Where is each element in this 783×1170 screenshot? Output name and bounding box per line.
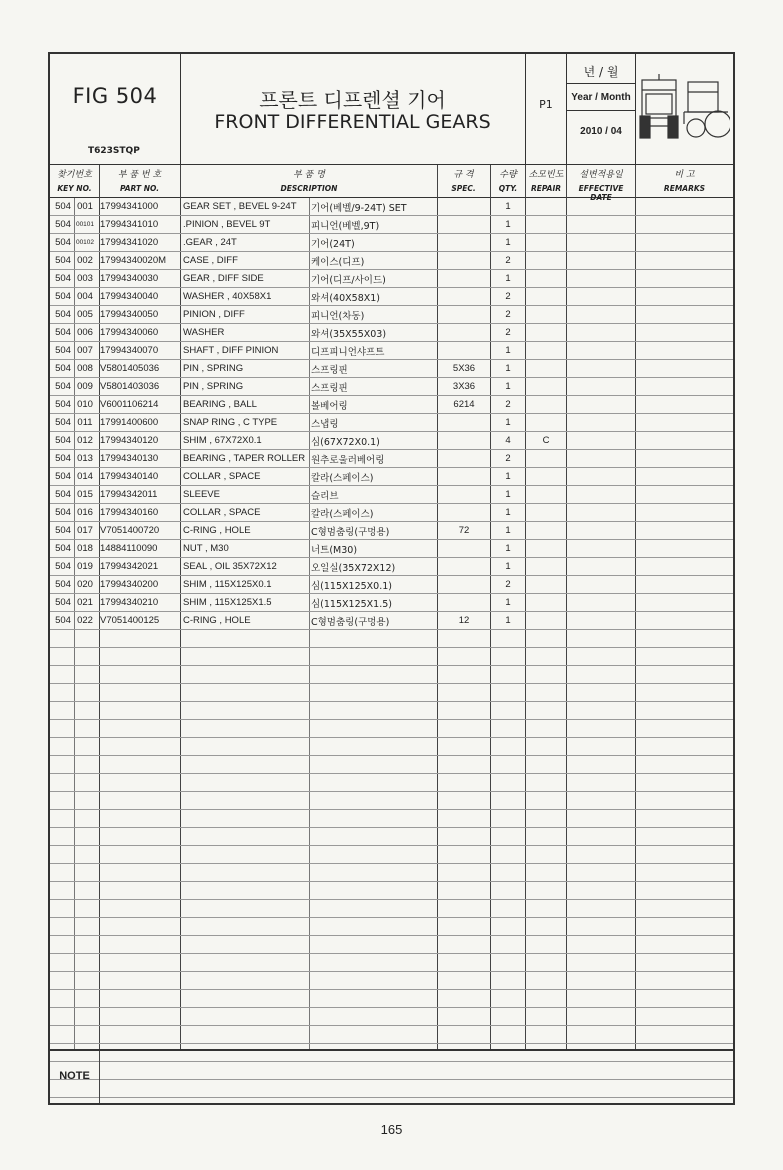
description-english: PINION , DIFF — [183, 309, 245, 320]
empty-table-row — [50, 954, 733, 972]
year-month-label: Year / Month — [571, 92, 631, 103]
description-korean: 디프피니언샤프트 — [311, 347, 385, 358]
description-english: SHAFT , DIFF PINION — [183, 345, 279, 356]
table-row — [50, 612, 733, 630]
model-code: T623STQP — [88, 146, 140, 156]
key-fig-number: 504 — [55, 291, 71, 302]
key-item-number: 014 — [77, 471, 93, 482]
description-korean: 칼라(스페이스) — [311, 509, 374, 520]
table-row — [50, 378, 733, 396]
empty-table-row — [50, 738, 733, 756]
key-item-number: 002 — [77, 255, 93, 266]
empty-table-row — [50, 936, 733, 954]
table-row — [50, 216, 733, 234]
key-fig-number: 504 — [55, 255, 71, 266]
page-title-korean: 프론트 디프렌셜 기어 — [259, 88, 446, 112]
quantity-value: 2 — [505, 255, 511, 266]
part-number: 17994340210 — [100, 597, 159, 608]
empty-table-row — [50, 900, 733, 918]
description-korean: C형멈춤링(구멍용) — [311, 617, 390, 628]
page-number: 165 — [380, 1122, 403, 1137]
description-korean: 기어(디프/사이드) — [311, 275, 386, 286]
key-fig-number: 504 — [55, 309, 71, 320]
quantity-value: 1 — [505, 471, 511, 482]
table-row — [50, 396, 733, 414]
key-fig-number: 504 — [55, 561, 71, 572]
description-korean: 심(115X125X0.1) — [311, 581, 392, 592]
quantity-value: 1 — [505, 597, 511, 608]
table-row — [50, 432, 733, 450]
empty-table-row — [50, 756, 733, 774]
part-number: 17994340130 — [100, 453, 159, 464]
part-number: 17991400600 — [100, 417, 159, 428]
part-number: 17994340020M — [100, 255, 167, 266]
key-fig-number: 504 — [55, 237, 71, 248]
table-row — [50, 540, 733, 558]
description-english: BEARING , TAPER ROLLER — [183, 453, 306, 464]
column-part-no: 부 품 번 호 PART NO. — [117, 170, 162, 193]
empty-table-row — [50, 666, 733, 684]
part-number: 17994340140 — [100, 471, 159, 482]
part-number: 14884110090 — [100, 543, 158, 554]
key-fig-number: 504 — [55, 219, 71, 230]
key-fig-number: 504 — [55, 489, 71, 500]
description-korean: C형멈춤링(구멍용) — [311, 527, 390, 538]
part-number: 17994342021 — [100, 561, 159, 572]
description-english: SNAP RING , C TYPE — [183, 417, 278, 428]
description-english: WASHER , 40X58X1 — [183, 291, 272, 302]
empty-table-row — [50, 846, 733, 864]
description-english: SHIM , 115X125X1.5 — [183, 597, 272, 608]
quantity-value: 1 — [505, 543, 511, 554]
empty-table-row — [50, 1080, 733, 1098]
empty-table-row — [50, 648, 733, 666]
key-fig-number: 504 — [55, 579, 71, 590]
table-row — [50, 576, 733, 594]
key-fig-number: 504 — [55, 381, 71, 392]
table-row — [50, 522, 733, 540]
key-item-number: 021 — [77, 597, 93, 608]
table-row — [50, 234, 733, 252]
key-item-number: 016 — [77, 507, 93, 518]
key-item-number: 011 — [77, 417, 93, 428]
parts-table — [50, 198, 733, 1098]
part-number: 17994340120 — [100, 435, 159, 446]
description-korean: 기어(베벨/9-24T) SET — [311, 203, 407, 214]
part-number: 17994342011 — [100, 489, 158, 500]
key-fig-number: 504 — [55, 615, 71, 626]
table-row — [50, 306, 733, 324]
key-item-number: 015 — [77, 489, 93, 500]
description-korean: 심(67X72X0.1) — [311, 437, 380, 448]
part-number: 17994340050 — [100, 309, 159, 320]
description-korean: 원추로울러베어링 — [311, 455, 385, 466]
table-row — [50, 414, 733, 432]
description-korean: 피니언(차동) — [311, 311, 365, 322]
description-english: SEAL , OIL 35X72X12 — [183, 561, 277, 572]
description-english: SLEEVE — [183, 489, 220, 500]
description-english: .GEAR , 24T — [183, 237, 237, 248]
empty-table-row — [50, 1026, 733, 1044]
empty-table-row — [50, 864, 733, 882]
description-korean: 심(115X125X1.5) — [311, 599, 392, 610]
column-qty: 수량 QTY. — [498, 170, 518, 193]
part-number: 17994341020 — [100, 237, 159, 248]
part-number: 17994340060 — [100, 327, 159, 338]
key-fig-number: 504 — [55, 327, 71, 338]
part-number: 17994341000 — [100, 201, 159, 212]
key-fig-number: 504 — [55, 345, 71, 356]
description-english: NUT , M30 — [183, 543, 229, 554]
empty-table-row — [50, 774, 733, 792]
empty-table-row — [50, 918, 733, 936]
part-number: 17994340070 — [100, 345, 159, 356]
empty-table-row — [50, 1008, 733, 1026]
description-korean: 스냅링 — [311, 419, 339, 430]
key-fig-number: 504 — [55, 417, 71, 428]
fig-number: FIG 504 — [72, 84, 158, 108]
spec-value: 5X36 — [452, 363, 476, 374]
key-item-number: 013 — [77, 453, 93, 464]
quantity-value: 1 — [505, 615, 511, 626]
key-fig-number: 504 — [55, 525, 71, 536]
description-english: CASE , DIFF — [183, 255, 238, 266]
description-korean: 스프링핀 — [311, 365, 348, 376]
description-korean: 와셔(35X55X03) — [311, 329, 387, 340]
part-number: 17994340160 — [100, 507, 159, 518]
quantity-value: 1 — [505, 561, 511, 572]
table-row — [50, 468, 733, 486]
empty-table-row — [50, 702, 733, 720]
table-row — [50, 558, 733, 576]
description-english: C-RING , HOLE — [183, 615, 251, 626]
column-effective-date: 설변적용일 EFFECTIVE DATE — [578, 170, 624, 202]
key-item-number: 004 — [77, 291, 93, 302]
key-item-number: 006 — [77, 327, 93, 338]
description-korean: 케이스(디프) — [311, 257, 365, 268]
description-english: WASHER — [183, 327, 225, 338]
quantity-value: 2 — [505, 399, 511, 410]
tractor-icon — [638, 68, 730, 150]
year-month-label-korean: 년 / 월 — [583, 65, 619, 79]
description-korean: 피니언(베벨,9T) — [311, 221, 380, 232]
table-row — [50, 360, 733, 378]
quantity-value: 2 — [505, 453, 511, 464]
description-korean: 너트(M30) — [311, 545, 358, 556]
spec-value: 3X36 — [452, 381, 476, 392]
description-english: SHIM , 67X72X0.1 — [183, 435, 262, 446]
quantity-value: 2 — [505, 579, 511, 590]
description-korean: 기어(24T) — [311, 239, 355, 250]
description-korean: 와셔(40X58X1) — [311, 293, 381, 304]
parts-sheet — [48, 52, 735, 1105]
key-item-number: 009 — [77, 381, 93, 392]
part-number: 17994341010 — [100, 219, 159, 230]
key-item-number: 010 — [77, 399, 93, 410]
key-item-number: 019 — [77, 561, 93, 572]
empty-table-row — [50, 792, 733, 810]
description-english: COLLAR , SPACE — [183, 507, 261, 518]
description-english: GEAR SET , BEVEL 9-24T — [183, 201, 297, 212]
quantity-value: 1 — [505, 417, 511, 428]
page-code: P1 — [539, 98, 553, 111]
key-fig-number: 504 — [55, 399, 71, 410]
quantity-value: 1 — [505, 219, 511, 230]
empty-table-row — [50, 972, 733, 990]
column-spec: 규 격 SPEC. — [451, 170, 476, 193]
description-english: PIN , SPRING — [183, 381, 244, 392]
key-item-number: 020 — [77, 579, 93, 590]
spec-value: 12 — [458, 615, 470, 626]
description-english: SHIM , 115X125X0.1 — [183, 579, 272, 590]
key-item-number: 008 — [77, 363, 93, 374]
description-english: COLLAR , SPACE — [183, 471, 261, 482]
table-row — [50, 450, 733, 468]
part-number: 17994340040 — [100, 291, 159, 302]
key-fig-number: 504 — [55, 363, 71, 374]
column-repair: 소모빈도 REPAIR — [528, 170, 564, 193]
table-row — [50, 252, 733, 270]
key-fig-number: 504 — [55, 201, 71, 212]
page-title-english: FRONT DIFFERENTIAL GEARS — [214, 111, 491, 133]
table-row — [50, 270, 733, 288]
key-fig-number: 504 — [55, 507, 71, 518]
quantity-value: 2 — [505, 327, 511, 338]
column-remarks: 비 고 REMARKS — [663, 170, 706, 193]
empty-table-row — [50, 882, 733, 900]
key-fig-number: 504 — [55, 543, 71, 554]
part-number: V6001106214 — [100, 399, 159, 410]
quantity-value: 1 — [505, 273, 511, 284]
key-item-number: 007 — [77, 345, 93, 356]
empty-table-row — [50, 990, 733, 1008]
key-fig-number: 504 — [55, 435, 71, 446]
quantity-value: 1 — [505, 525, 511, 536]
quantity-value: 2 — [505, 291, 511, 302]
key-item-number: 012 — [77, 435, 93, 446]
table-row — [50, 288, 733, 306]
table-row — [50, 324, 733, 342]
description-korean: 볼베어링 — [311, 401, 348, 412]
key-fig-number: 504 — [55, 273, 71, 284]
quantity-value: 1 — [505, 201, 511, 212]
year-month-value: 2010 / 04 — [580, 126, 622, 137]
table-row — [50, 486, 733, 504]
quantity-value: 1 — [505, 381, 511, 392]
key-fig-number: 504 — [55, 471, 71, 482]
spec-value: 6214 — [453, 399, 475, 410]
quantity-value: 4 — [505, 435, 511, 446]
empty-table-row — [50, 1044, 733, 1062]
key-item-number: 00102 — [75, 239, 95, 246]
key-fig-number: 504 — [55, 453, 71, 464]
empty-table-row — [50, 684, 733, 702]
part-number: V5801405036 — [100, 363, 160, 374]
key-item-number: 003 — [77, 273, 93, 284]
key-item-number: 022 — [77, 615, 93, 626]
empty-table-row — [50, 630, 733, 648]
spec-value: 72 — [458, 525, 470, 536]
key-item-number: 005 — [77, 309, 93, 320]
description-korean: 칼라(스페이스) — [311, 473, 374, 484]
quantity-value: 1 — [505, 489, 511, 500]
empty-table-row — [50, 1062, 733, 1080]
key-fig-number: 504 — [55, 597, 71, 608]
quantity-value: 1 — [505, 345, 511, 356]
part-number: V7051400125 — [100, 615, 160, 626]
description-korean: 오일실(35X72X12) — [311, 563, 396, 574]
quantity-value: 2 — [505, 309, 511, 320]
part-number: 17994340030 — [100, 273, 159, 284]
description-english: PIN , SPRING — [183, 363, 244, 374]
table-row — [50, 594, 733, 612]
key-item-number: 001 — [77, 201, 93, 212]
empty-table-row — [50, 720, 733, 738]
key-item-number: 017 — [77, 525, 93, 536]
description-korean: 스프링핀 — [311, 383, 348, 394]
key-item-number: 00101 — [75, 221, 95, 228]
description-korean: 슬리브 — [311, 491, 339, 502]
part-number: V7051400720 — [100, 525, 160, 536]
column-description: 부 품 명 DESCRIPTION — [280, 170, 338, 193]
table-row — [50, 342, 733, 360]
repair-frequency: C — [542, 435, 550, 446]
quantity-value: 1 — [505, 363, 511, 374]
part-number: 17994340200 — [100, 579, 159, 590]
description-english: C-RING , HOLE — [183, 525, 251, 536]
empty-table-row — [50, 810, 733, 828]
quantity-value: 1 — [505, 507, 511, 518]
note-label: NOTE — [59, 1070, 90, 1082]
quantity-value: 1 — [505, 237, 511, 248]
key-item-number: 018 — [77, 543, 93, 554]
description-english: BEARING , BALL — [183, 399, 257, 410]
description-english: .PINION , BEVEL 9T — [183, 219, 271, 230]
table-row — [50, 504, 733, 522]
part-number: V5801403036 — [100, 381, 160, 392]
column-key-no: 찾기번호 KEY NO. — [57, 170, 92, 193]
description-english: GEAR , DIFF SIDE — [183, 273, 264, 284]
table-row — [50, 198, 733, 216]
empty-table-row — [50, 828, 733, 846]
